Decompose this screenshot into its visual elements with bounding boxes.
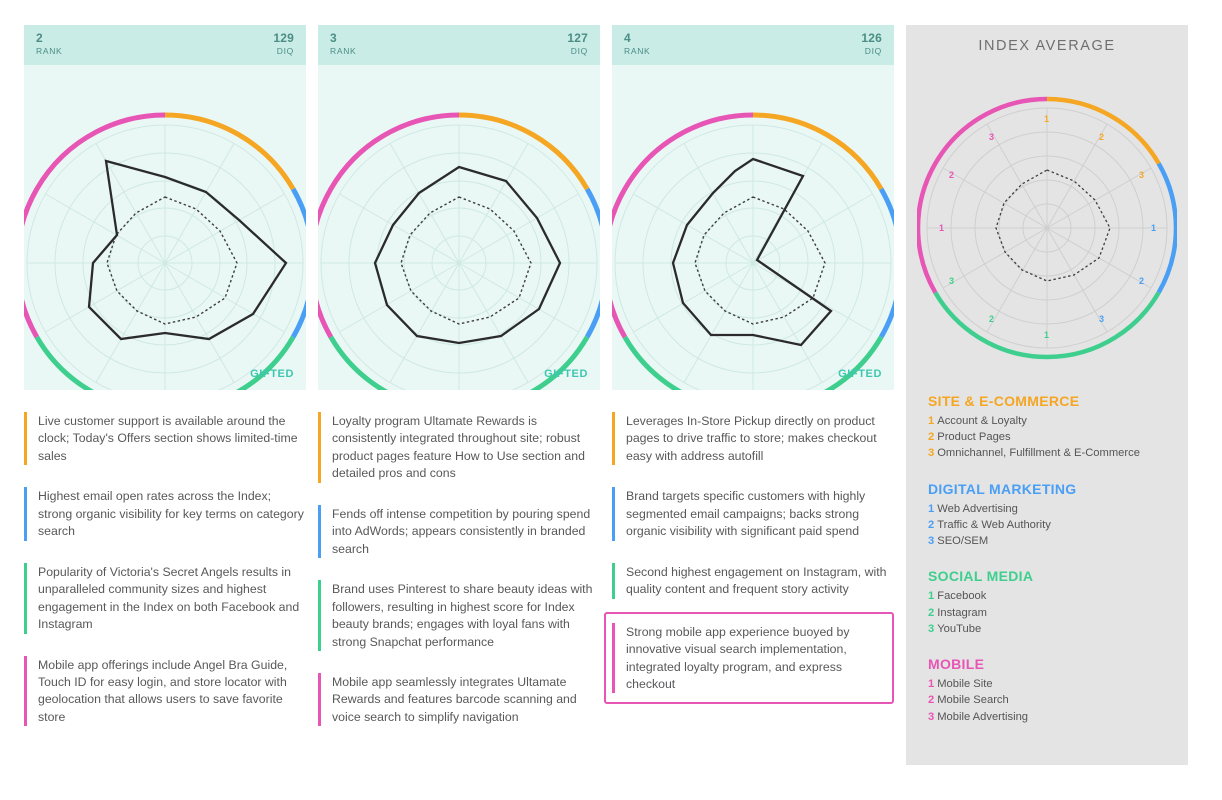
index-radar-svg [917,80,1177,365]
brand-label: GIFTED [250,368,294,380]
bullet-color-bar [612,623,615,694]
legend-group [928,393,1188,462]
bullet-color-bar [24,412,27,465]
rank-value: 4 [624,31,631,45]
brand-label: GIFTED [544,368,588,380]
rank-label: RANK [36,45,63,56]
index-radar-chart [906,80,1188,365]
axis-label: 1 [939,223,945,233]
axis-label: 2 [949,170,955,180]
axis-label: 2 [1139,276,1145,286]
cards-row [24,25,1198,765]
radar-svg [612,65,894,390]
brand-card [612,25,894,765]
diq-value: 127 [567,31,588,45]
axis-label: 1 [1044,114,1050,124]
bullet-item [24,412,306,465]
bullet-item [612,412,894,465]
bullet-color-bar [612,412,615,465]
bullet-item [612,563,894,599]
card-header [24,25,306,65]
legend-heading: MOBILE [928,656,985,673]
legend-item-label: Traffic & Web Authority [937,518,1051,531]
axis-label: 3 [949,276,955,286]
legend-item: 2 Instagram [928,606,987,619]
legend-item: 1 Facebook [928,590,987,603]
bullet-color-bar [24,563,27,634]
legend-item-label: Omnichannel, Fulfillment & E-Commerce [937,447,1140,460]
radar-chart [612,65,894,390]
rank-value: 3 [330,31,337,45]
bullet-color-bar [612,563,615,599]
legend-item: 1 Mobile Site [928,678,993,691]
legend-item: 2 Mobile Search [928,694,1009,707]
rank-label: RANK [330,45,357,56]
card-header [318,25,600,65]
diq-label: DIQ [570,45,588,56]
bullet-text: Loyalty program Ultamate Rewards is consistently integrated throughout site; robust product pages feature How to Use section and detailed pros and cons [332,414,585,481]
bullet-text: Popularity of Victoria's Secret Angels results in unparalleled community sizes and highest engagement in the Index on both Facebook and Instagram [38,564,300,632]
rank-label: RANK [624,45,651,56]
legend-item-label: Product Pages [937,431,1011,444]
rank-value: 2 [36,31,43,45]
diq-value: 126 [861,31,882,45]
bullet-text: Brand uses Pinterest to share beauty ideas with followers, resulting in highest score for Index beauty brands; engages with loyal fans with strong Snapchat performance [332,582,593,649]
axis-label: 3 [1139,170,1145,180]
legend-item: 3 SEO/SEM [928,535,989,548]
index-average-title: INDEX AVERAGE [978,38,1116,54]
brand-label: GIFTED [838,368,882,380]
legend-item-label: Instagram [937,606,987,619]
bullet-item [318,505,600,558]
legend-item: 3 Omnichannel, Fulfillment & E-Commerce [928,447,1140,460]
diq-value: 129 [273,31,294,45]
rank-block [36,32,62,56]
axis-label: 3 [1099,314,1105,324]
bullet-item [24,656,306,727]
bullet-text: Brand targets specific customers with highly segmented email campaigns; backs strong organic visibility with significant paid spend [626,489,866,539]
radar-chart [318,65,600,390]
legend [928,393,1188,725]
legend-item-label: Web Advertising [937,502,1018,515]
radar-svg [318,65,600,390]
diq-block [567,32,588,56]
bullet-text: Mobile app offerings include Angel Bra Guide, Touch ID for easy login, and store locator with geolocation that allows users to save favorite store [38,657,288,724]
legend-item: 3 Mobile Advertising [928,710,1029,723]
radar-chart [24,65,306,390]
legend-item-label: Facebook [937,590,987,603]
bullet-text: Highest email open rates across the Index; strong organic visibility for key terms on category search [38,489,304,539]
bullet-item-highlighted [604,612,894,705]
legend-group [928,481,1188,550]
legend-item-label: YouTube [937,622,982,635]
diq-label: DIQ [276,45,294,56]
bullet-text: Live customer support is available around the clock; Today's Offers section shows limited-time sales [38,414,298,463]
rank-block [330,32,356,56]
axis-label: 3 [989,132,995,142]
bullet-list [612,412,894,704]
bullet-color-bar [318,580,321,651]
bullet-color-bar [318,673,321,726]
bullet-item [318,580,600,651]
bullet-list [24,412,306,726]
bullet-text: Second highest engagement on Instagram, with quality content and frequent story activity [626,564,887,597]
legend-item: 2 Product Pages [928,431,1011,444]
legend-heading: SITE & E-COMMERCE [928,393,1080,409]
legend-item: 1 Web Advertising [928,502,1018,515]
bullet-color-bar [24,656,27,727]
diq-block [861,32,882,56]
bullet-text: Strong mobile app experience buoyed by innovative visual search implementation, integrated loyalty program, and express checkout [626,624,850,691]
bullet-item [318,412,600,483]
card-header [612,25,894,65]
axis-label: 1 [1044,330,1050,340]
diq-block [273,32,294,56]
diq-label: DIQ [864,45,882,56]
legend-heading: SOCIAL MEDIA [928,568,1034,585]
legend-group [928,656,1188,725]
index-average-card [906,25,1188,765]
bullet-color-bar [24,487,27,540]
legend-heading: DIGITAL MARKETING [928,480,1077,497]
legend-item-label: Mobile Search [937,694,1009,707]
brand-card [24,25,306,765]
bullet-item [24,487,306,540]
bullet-text: Mobile app seamlessly integrates Ultamate Rewards and features barcode scanning and voice search to simplify navigation [332,674,577,724]
axis-label: 1 [1151,223,1157,233]
bullet-item [612,487,894,540]
axis-label: 2 [1099,132,1105,142]
legend-item: 1 Account & Loyalty [928,415,1027,427]
brand-card [318,25,600,765]
legend-group [928,568,1188,637]
axis-label: 2 [989,314,995,324]
bullet-list [318,412,600,726]
legend-item: 2 Traffic & Web Authority [928,518,1051,531]
bullet-text: Fends off intense competition by pouring spend into AdWords; appears consistently in branded search [332,506,591,556]
radar-svg [24,65,306,390]
legend-item-label: Mobile Site [937,678,993,691]
bullet-text: Leverages In-Store Pickup directly on product pages to drive traffic to store; makes checkout easy with address autofill [626,414,877,463]
rank-block [624,32,650,56]
bullet-color-bar [612,487,615,540]
legend-item-label: SEO/SEM [937,535,989,548]
bullet-item [24,563,306,634]
legend-item-label: Account & Loyalty [937,415,1027,427]
legend-item: 3 YouTube [928,622,982,635]
bullet-color-bar [318,412,321,483]
bullet-color-bar [318,505,321,558]
bullet-item [318,673,600,726]
legend-item-label: Mobile Advertising [937,710,1029,723]
